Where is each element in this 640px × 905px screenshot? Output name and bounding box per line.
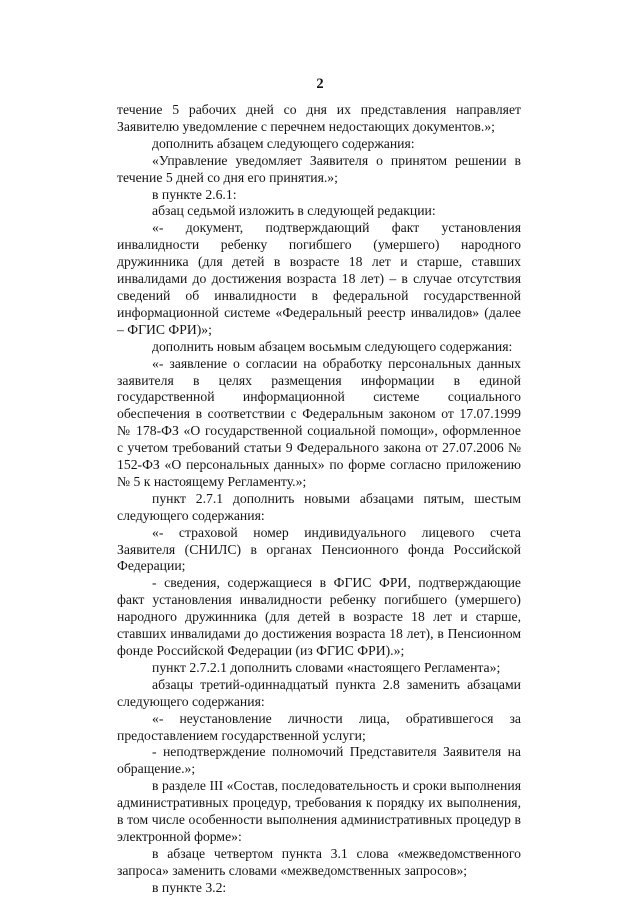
paragraph: - неподтверждение полномочий Представителя Заявителя на обращение.»;	[117, 744, 521, 777]
paragraph: пункт 2.7.2.1 дополнить словами «настоящего Регламента»;	[152, 659, 501, 675]
paragraph: «- неустановление личности лица, обратившегося за предоставлением государственной услуги;	[117, 710, 521, 743]
paragraph: «- документ, подтверждающий факт установления инвалидности ребенку погибшего (умершего) народного дружинника (для детей в возрасте 18 лет и старше, ставших инвалидами до достижения возраста 18 лет) – в случае отсутствия сведений об инвалидности в федеральной государственной информационной системе «Федеральный реестр инвалидов» (далее – ФГИС ФРИ)»;	[117, 220, 521, 337]
paragraph: абзацы третий-одиннадцатый пункта 2.8 заменить абзацами следующего содержания:	[117, 676, 521, 709]
paragraph: в пункте 3.2:	[152, 879, 227, 895]
paragraph: в абзаце четвертом пункта 3.1 слова «межведомственного запроса» заменить словами «межведомственных запросов»;	[117, 845, 521, 878]
paragraph: течение 5 рабочих дней со дня их представления направляет Заявителю уведомление с перечнем недостающих документов.»;	[117, 102, 521, 134]
paragraph: дополнить новым абзацем восьмым следующего содержания:	[152, 338, 513, 354]
paragraph: пункт 2.7.1 дополнить новыми абзацами пятым, шестым следующего содержания:	[117, 490, 521, 523]
paragraph: «- заявление о согласии на обработку персональных данных заявителя в целях размещения информации в единой государственной информационной системе социального обеспечения в соответствии с Федеральным законом от 17.07.1999 № 178-ФЗ «О государственной социальной помощи», оформленное с учетом требований статьи 9 Федерального закона от 27.07.2006 № 152-ФЗ «О персональных данных» по форме согласно приложению № 5 к настоящему Регламенту.»;	[117, 355, 521, 489]
paragraph: дополнить абзацем следующего содержания:	[152, 135, 415, 151]
paragraph: абзац седьмой изложить в следующей редакции:	[152, 203, 436, 219]
paragraph: «- страховой номер индивидуального лицевого счета Заявителя (СНИЛС) в органах Пенсионного фонда Российской Федерации;	[117, 524, 521, 574]
paragraph: «Управление уведомляет Заявителя о принятом решении в течение 5 дней со дня его принятия.»;	[117, 152, 521, 185]
paragraph: в пункте 2.6.1:	[152, 186, 237, 202]
paragraph: - сведения, содержащиеся в ФГИС ФРИ, подтверждающие факт установления инвалидности ребенку погибшего (умершего) народного дружинника (для детей в возрасте 18 лет и старше, ставших инвалидами до достижения возраста 18 лет), в Пенсионном фонде Российской Федерации (из ФГИС ФРИ).»;	[117, 575, 521, 658]
page-number: 2	[316, 76, 324, 92]
document-body	[117, 102, 521, 897]
paragraph: в разделе III «Состав, последовательность и сроки выполнения административных процедур, требования к порядку их выполнения, в том числе особенности выполнения административных процедур в электронной форме»:	[117, 778, 521, 844]
